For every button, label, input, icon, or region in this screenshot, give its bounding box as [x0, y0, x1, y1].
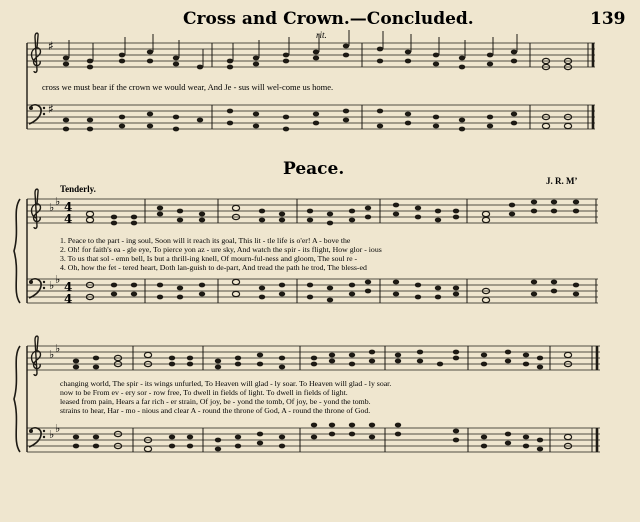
verse-block-1	[60, 236, 382, 272]
song-title: Peace.	[283, 159, 345, 179]
verse-2-line-a: 2. Oh! for faith's ea - gle eye, To pierce yon az - ure sky, And watch the spir - its flight, How glor - ious	[60, 245, 382, 254]
staff-system-1	[27, 30, 595, 131]
svg-text:♭: ♭	[55, 342, 61, 355]
verse-3-line-a: 3. To us that sol - emn bell, Is but a thrill-ing knell, Of mourn-ful-ness and gloom, The soul re -	[60, 254, 358, 263]
page-number: 139	[590, 9, 626, 29]
tempo-marking: Tenderly.	[60, 184, 96, 194]
svg-text:♭: ♭	[49, 201, 55, 214]
svg-text:♯: ♯	[48, 102, 54, 116]
svg-text:♭: ♭	[49, 279, 55, 292]
page-title: Cross and Crown.—Concluded.	[183, 9, 474, 29]
notes-1	[63, 30, 572, 131]
verse-1-line-a: 1. Peace to the part - ing soul, Soon will it reach its goal, This lit - tle life is o'er! A - bove the	[60, 236, 351, 245]
svg-text:♭: ♭	[55, 273, 61, 286]
composer-initials: J. R. Mʼ	[546, 176, 578, 186]
svg-text:♭: ♭	[55, 422, 61, 435]
verse-2-line-b: now to be From ev - ery sor - row free, To dwell in fields of light. To dwell in fields of light.	[60, 388, 348, 397]
lyric-line-1: cross we must bear if the crown we would wear, And Je - sus will wel-come us home.	[42, 82, 334, 92]
verse-1-line-b: changing world, The spir - its wings unfurled, To Heaven will glad - ly soar. To Heaven will glad - ly soar.	[60, 379, 392, 388]
sharp-key-signature: ♯	[48, 39, 54, 53]
time-signature-bottom: 4	[64, 212, 73, 226]
rit-mark: rit.	[316, 30, 327, 40]
svg-text:4: 4	[64, 280, 73, 294]
verse-4-line-b: strains to hear, Har - mo - nious and clear A - round the throne of God, A - round the throne of God.	[60, 406, 371, 415]
staff-system-2	[14, 189, 598, 306]
verse-block-2	[60, 379, 391, 415]
svg-text:♭: ♭	[55, 195, 61, 208]
svg-text:♭: ♭	[49, 428, 55, 441]
treble-staff-1	[27, 33, 595, 72]
verse-3-line-b: leased from pain, Hears a far rich - er strain, Of joy, be - yond the tomb, Of joy, be - yond the tomb.	[60, 397, 371, 406]
time-signature-top: 4	[64, 200, 73, 214]
verse-4-line-a: 4. Oh, how the fet - tered heart, Doth lan-guish to de-part, And tread the path he trod, The bless-ed	[60, 263, 367, 272]
svg-text:4: 4	[64, 292, 73, 306]
staff-system-3	[14, 336, 600, 452]
bass-staff-1	[27, 102, 595, 129]
svg-text:♭: ♭	[49, 348, 55, 361]
